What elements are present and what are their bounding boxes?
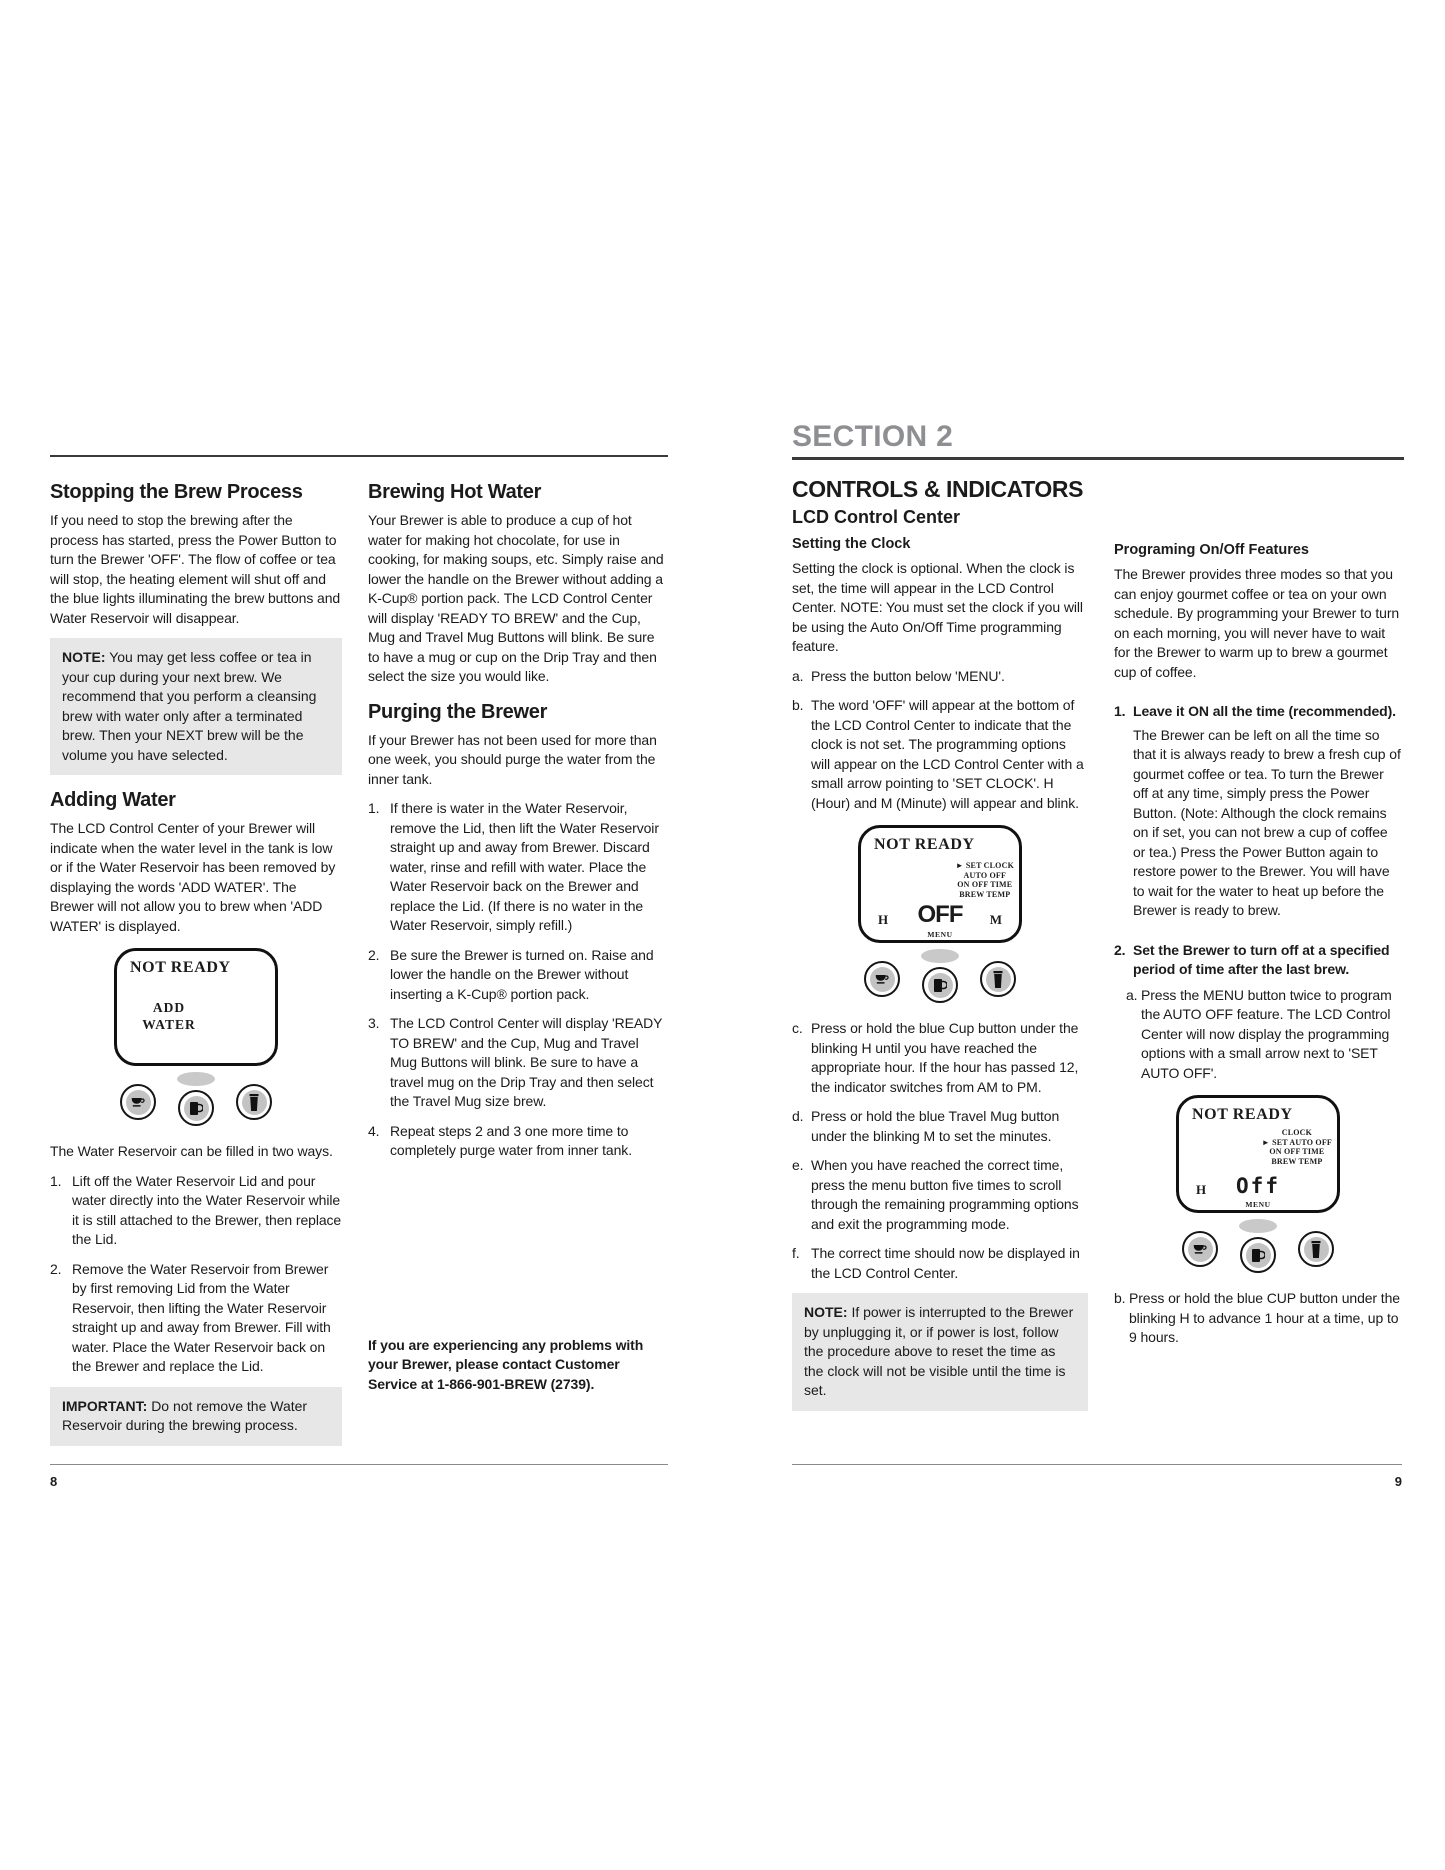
mug-icon — [1246, 1243, 1271, 1268]
list-marker: e. — [792, 1157, 804, 1173]
list-item — [1114, 1289, 1402, 1348]
lcd-screen — [858, 825, 1022, 943]
list-item — [792, 1107, 1088, 1146]
hour-label: H — [1196, 1182, 1207, 1197]
page9-column-left — [792, 466, 1088, 1425]
list-marker: 2. — [1114, 941, 1126, 958]
list-text: Press or hold the blue Cup button under the blinking H until you have reached the appropriate hour. If the hour has passed 12, the indicator switches from AM to PM. — [811, 1020, 1079, 1095]
lcd-message — [133, 999, 205, 1033]
lcd-off-display: Off — [1236, 1174, 1280, 1198]
body-paragraph: The LCD Control Center of your Brewer will indicate when the water level in the tank is low or if the Water Reservoir has been removed by displaying the words 'ADD WATER'. The Brewer will not allow you to brew when 'ADD WATER' is displayed. — [50, 820, 336, 934]
page8-column-left — [50, 467, 342, 1460]
list-item — [792, 1019, 1088, 1097]
lcd-menu-item: BREW TEMP — [1271, 1156, 1323, 1166]
hour-label: H — [878, 912, 889, 927]
lcd-menu-item: ON OFF TIME — [1269, 1147, 1325, 1156]
body-paragraph: If you need to stop the brewing after the process has started, press the Power Button to turn the Brewer 'OFF'. The flow of coffee or tea will stop, the heating element will shut off and the blue lights illuminating the brew buttons and Water Reservoir will disappear. — [50, 512, 341, 626]
list-item — [1126, 986, 1402, 1084]
list-marker: c. — [792, 1020, 803, 1036]
cup-button — [1182, 1231, 1218, 1267]
note-text: You may get less coffee or tea in your cup during your next brew. We recommend that you perform a cleansing brew with water only after a terminated brew. Then your NEXT brew will be the volume you have selected. — [62, 649, 317, 763]
menu-indicator-oval — [921, 949, 959, 963]
coffee-cup-icon — [1188, 1237, 1213, 1262]
list-item — [368, 799, 668, 936]
lcd-status-text: NOT READY — [1192, 1106, 1293, 1123]
menu-button-group — [1239, 1219, 1277, 1273]
body-paragraph: The Brewer provides three modes so that you can enjoy gourmet coffee or tea on your own schedule. By programming your Brewer to turn on each morning, you will never have to wait for the Brewer to warm up to brew a gourmet cup of coffee. — [1114, 566, 1400, 680]
list-text: The LCD Control Center will display 'READY TO BREW' and the Cup, Mug and Travel Mug Buttons will blink. Be sure to have a travel mug on the Drip Tray and then select the Travel Mug size brew. — [390, 1015, 663, 1109]
list-text: Lift off the Water Reservoir Lid and pour water directly into the Water Reservoir while it is still attached to the Brewer, then replace the Lid. — [72, 1172, 342, 1247]
lcd-menu-item: AUTO OFF — [963, 870, 1007, 880]
list-item — [792, 1156, 1088, 1234]
list-text: Remove the Water Reservoir from Brewer by first removing Lid from the Water Reservoir, then lifting the Water Reservoir straight up and away from Brewer. Fill with water. Place the Water Reservoir back on the Brewer and replace the Lid. — [72, 1260, 331, 1374]
list-marker: 1. — [50, 1172, 62, 1189]
chapter-title: CONTROLS & INDICATORS — [792, 476, 1084, 502]
lcd-message-line2: WATER — [142, 1017, 196, 1032]
travel-mug-button — [980, 961, 1016, 997]
section-heading: Stopping the Brew Process — [50, 481, 303, 503]
travel-mug-button — [236, 1084, 272, 1120]
section-banner: SECTION 2 — [792, 420, 954, 453]
item-body: The Brewer can be left on all the time so that it is always ready to brew a fresh cup of gourmet coffee or tea. To turn the Brewer off at any time, simply press the Power Button. (Note: Although the clock remains on if set, you can not brew a cup of coffee or tea.) Press the Power Button again to restore power to the Brewer. You will have to wait for the water to heat up before the Brewer is ready to brew. — [1133, 726, 1401, 918]
travel-mug-icon — [242, 1090, 267, 1115]
lcd-menu-list — [956, 861, 1014, 899]
body-paragraph: Setting the clock is optional. When the clock is set, the time will appear in the LCD Control Center. NOTE: You must set the clock if you will be using the Auto On/Off Time programming feature. — [792, 560, 1083, 654]
section-heading: Adding Water — [50, 789, 176, 811]
important-label: IMPORTANT: — [62, 1397, 148, 1414]
brew-size-buttons — [1168, 1219, 1348, 1273]
lcd-set-clock-figure — [850, 825, 1030, 1003]
lcd-screen — [1176, 1095, 1340, 1213]
note-box — [792, 1293, 1088, 1411]
page-number: 9 — [1394, 1474, 1402, 1489]
lcd-message-line1: ADD — [152, 1000, 186, 1015]
topic-heading: Setting the Clock — [792, 536, 911, 552]
important-text: Do not remove the Water Reservoir during the brewing process. — [62, 1397, 308, 1433]
note-box — [50, 638, 342, 775]
body-paragraph: The Water Reservoir can be filled in two ways. — [50, 1143, 333, 1159]
lcd-menu-item: BREW TEMP — [959, 889, 1011, 899]
body-paragraph: If your Brewer has not been used for more than one week, you should purge the water from the inner tank. — [368, 731, 657, 787]
note-label: NOTE: — [62, 649, 106, 665]
important-box — [50, 1387, 342, 1446]
list-marker: b. — [792, 697, 804, 713]
menu-indicator-oval — [1239, 1219, 1277, 1233]
list-item — [50, 1260, 342, 1377]
numbered-item-title — [1114, 941, 1402, 980]
list-item — [792, 1244, 1088, 1283]
brew-size-buttons — [850, 949, 1030, 1003]
section-heading: Brewing Hot Water — [368, 481, 542, 503]
menu-button-group — [921, 949, 959, 1003]
mug-button — [1240, 1237, 1276, 1273]
menu-indicator-oval — [177, 1072, 215, 1086]
list-marker: 1. — [1114, 703, 1126, 719]
list-marker: a. — [1126, 986, 1138, 1003]
menu-label: MENU — [1245, 1200, 1271, 1209]
list-text: Press the MENU button twice to program the AUTO OFF feature. The LCD Control Center will now display the programming options with a small arrow next to 'SET AUTO OFF'. — [1141, 986, 1392, 1081]
mug-icon — [928, 973, 953, 998]
lcd-menu-list — [1262, 1128, 1332, 1166]
note-text: If power is interrupted to the Brewer by unplugging it, or if power is lost, follow the procedure above to reset the time as the clock will not be visible until the time is set. — [804, 1304, 1074, 1398]
note-label: NOTE: — [804, 1304, 848, 1320]
page8-column-right — [368, 467, 668, 1460]
page9-footer — [792, 1464, 1402, 1489]
coffee-cup-icon — [870, 967, 895, 992]
page9-column-right — [1114, 466, 1402, 1425]
lcd-menu-item: ON OFF TIME — [957, 880, 1013, 889]
brew-size-buttons — [106, 1072, 286, 1126]
menu-label: MENU — [927, 930, 953, 939]
chapter-subtitle: LCD Control Center — [792, 507, 960, 527]
menu-button-group — [177, 1072, 215, 1126]
list-text: The correct time should now be displayed in the LCD Control Center. — [811, 1245, 1080, 1281]
travel-mug-icon — [1304, 1237, 1329, 1262]
list-marker: d. — [792, 1108, 804, 1124]
list-marker: 1. — [368, 800, 380, 816]
mug-button — [178, 1090, 214, 1126]
page9-bottom-rule — [792, 1464, 1402, 1465]
page8-top-rule — [50, 455, 668, 457]
lcd-screen — [114, 948, 278, 1066]
list-marker: b. — [1114, 1290, 1126, 1306]
list-item — [50, 1172, 342, 1250]
mug-icon — [184, 1096, 209, 1121]
page8-footer — [50, 1464, 668, 1489]
lcd-add-water-figure — [106, 948, 286, 1126]
list-text: The word 'OFF' will appear at the bottom of the LCD Control Center to indicate that the clock is not set. The programming options will appear on the LCD Control Center with a small arrow pointing to 'SET CLOCK'. H (Hour) and M (Minute) will appear and blink. — [811, 697, 1084, 811]
lcd-status-text: NOT READY — [874, 836, 975, 853]
customer-service-note: If you are experiencing any problems with your Brewer, please contact Customer Service at 1-866-901-BREW (2739). — [368, 1336, 644, 1392]
section-heading: Purging the Brewer — [368, 700, 548, 723]
lcd-auto-off-figure — [1168, 1095, 1348, 1273]
lcd-off-display: OFF — [917, 901, 963, 928]
list-text: Press or hold the blue Travel Mug button under the blinking M to set the minutes. — [811, 1108, 1060, 1144]
list-text: Be sure the Brewer is turned on. Raise and lower the handle on the Brewer without inserting a K-Cup® portion pack. — [390, 946, 654, 1002]
list-text: If there is water in the Water Reservoir, remove the Lid, then lift the Water Reservoir straight up and away from Brewer. Discard water, rinse and refill with water. Place the Water Reservoir back on the Brewer and replace the Lid. (If there is no water in the Water Reservoir, simply refill.) — [390, 800, 659, 933]
mug-button — [922, 967, 958, 1003]
list-item — [368, 946, 668, 1005]
page-9 — [792, 420, 1404, 1425]
list-marker: 2. — [368, 946, 380, 963]
numbered-item-title — [1114, 702, 1402, 722]
list-marker: 3. — [368, 1015, 380, 1031]
list-text: When you have reached the correct time, press the menu button five times to scroll through the remaining programming options and exit the programming mode. — [811, 1157, 1079, 1232]
travel-mug-button — [1298, 1231, 1334, 1267]
list-item — [792, 667, 1088, 687]
list-marker: 2. — [50, 1260, 62, 1277]
page-8 — [50, 455, 668, 1460]
list-marker: f. — [792, 1245, 800, 1261]
list-marker: a. — [792, 667, 804, 684]
lcd-menu-item: ► SET AUTO OFF — [1261, 1137, 1332, 1147]
page8-bottom-rule — [50, 1464, 668, 1465]
cup-button — [120, 1084, 156, 1120]
travel-mug-icon — [986, 967, 1011, 992]
list-text: Repeat steps 2 and 3 one more time to completely purge water from inner tank. — [390, 1122, 632, 1158]
list-item — [368, 1122, 668, 1161]
topic-heading: Programing On/Off Features — [1114, 542, 1309, 558]
lcd-menu-item: CLOCK — [1281, 1128, 1313, 1137]
lcd-status-text: NOT READY — [130, 959, 231, 976]
page-number: 8 — [50, 1474, 58, 1489]
lcd-menu-item: ► SET CLOCK — [955, 861, 1014, 870]
list-marker: 4. — [368, 1122, 380, 1139]
cup-button — [864, 961, 900, 997]
page9-banner-rule — [792, 457, 1404, 460]
body-paragraph: Your Brewer is able to produce a cup of hot water for making hot chocolate, for use in cooking, for making soups, etc. Simply raise and lower the handle on the Brewer without adding a K-Cup® portion pack. The LCD Control Center will display 'READY TO BREW' and the Cup, Mug and Travel Mug Buttons will blink. Be sure to have a mug or cup on the Drip Tray and then select the size you would like. — [368, 512, 664, 684]
coffee-cup-icon — [126, 1090, 151, 1115]
item-title: Set the Brewer to turn off at a specified period of time after the last brew. — [1133, 941, 1390, 977]
item-title: Leave it ON all the time (recommended). — [1133, 703, 1396, 719]
list-text: Press the button below 'MENU'. — [811, 667, 1005, 684]
list-text: Press or hold the blue CUP button under the blinking H to advance 1 hour at a time, up to 9 hours. — [1129, 1290, 1400, 1345]
minute-label: M — [989, 912, 1002, 927]
list-item — [792, 696, 1088, 813]
list-item — [368, 1014, 668, 1112]
